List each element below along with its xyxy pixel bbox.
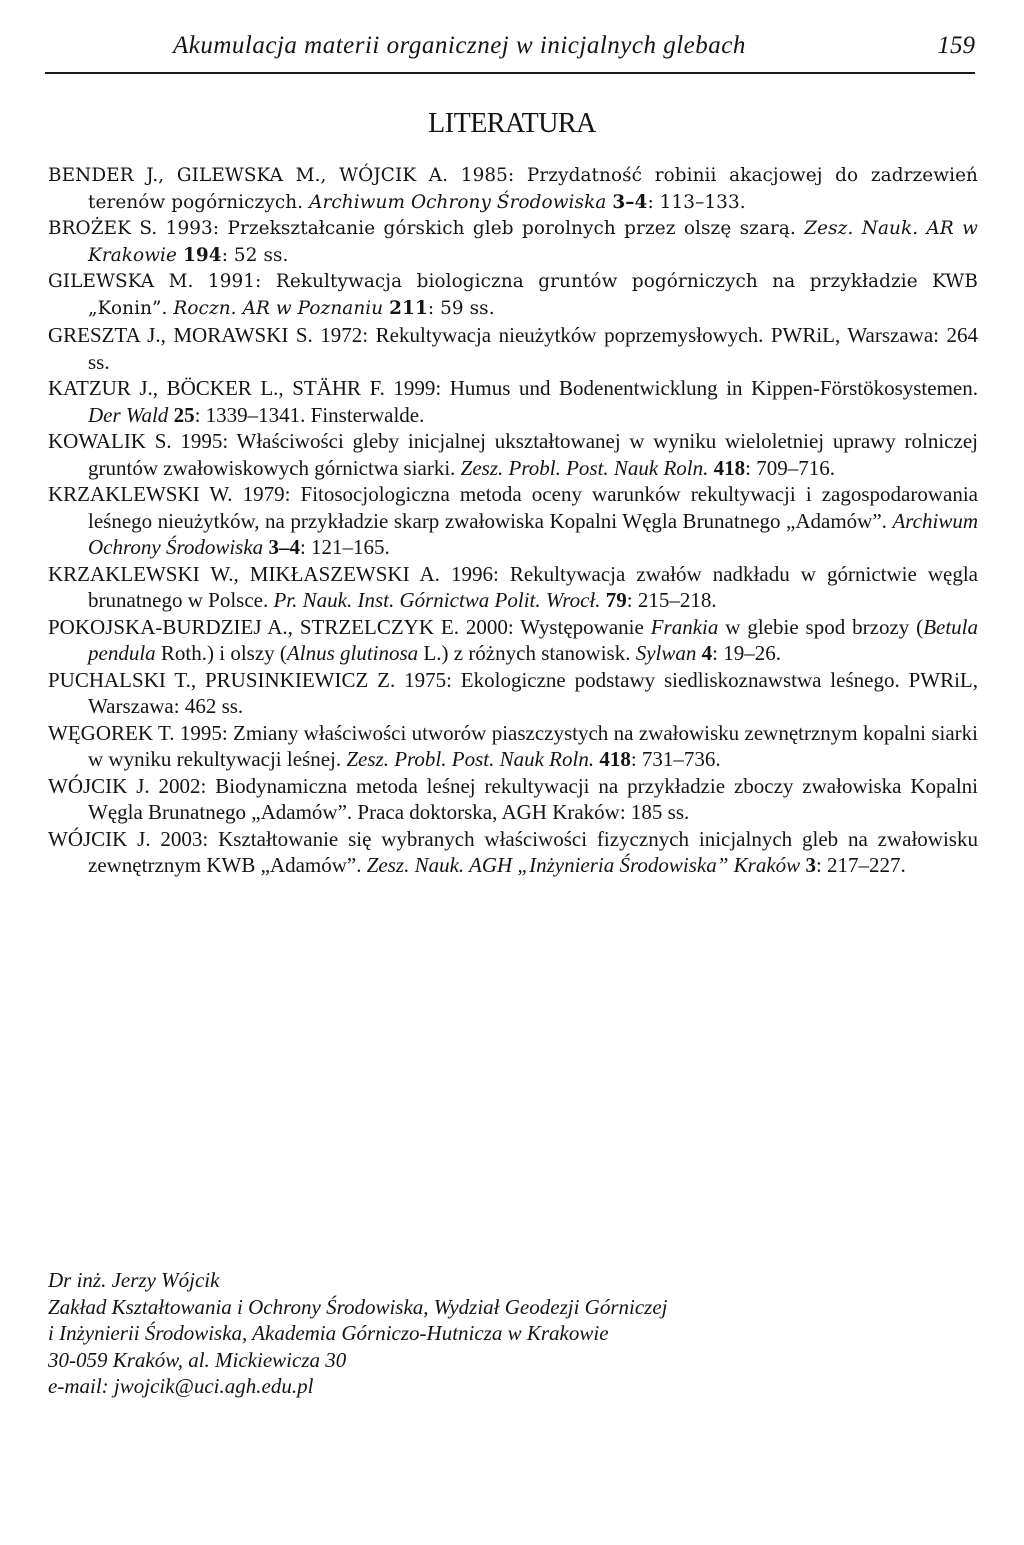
reference-item: WÓJCIK J. 2002: Biodynamiczna metoda leśnej rekultywacji na przykładzie zboczy zwałowiska Kopalni Węgla Brunatnego „Adamów”. Praca doktorska, AGH Kraków: 185 ss. — [48, 773, 978, 824]
reference-item: GRESZTA J., MORAWSKI S. 1972: Rekultywacja nieużytków poprzemysłowych. PWRiL, Warszawa: 264 ss. — [48, 323, 978, 374]
page-number: 159 — [937, 32, 975, 59]
reference-item: KRZAKLEWSKI W. 1979: Fitosocjologiczna metoda oceny warunków rekultywacji i zagospodarowania leśnego nieużytków, na przykładzie skarp zwałowiska Kopalni Węgla Brunatnego „Adamów”. Archiwum Ochrony Środowiska 3–4: 121–165. — [48, 482, 979, 559]
reference-item: WÓJCIK J. 2003: Kształtowanie się wybranych właściwości fizycznych inicjalnych gleb na zwałowisku zewnętrznym KWB „Adamów”. Zesz. Nauk. AGH „Inżynieria Środowiska” Kraków 3: 217–227. — [48, 826, 978, 877]
author-signature-block — [48, 1267, 978, 1400]
reference-item: PUCHALSKI T., PRUSINKIEWICZ Z. 1975: Ekologiczne podstawy siedliskoznawstwa leśnego. PWRiL, Warszawa: 462 ss. — [48, 667, 978, 718]
author-address: 30-059 Kraków, al. Mickiewicza 30 — [48, 1347, 347, 1372]
reference-item: POKOJSKA-BURDZIEJ A., STRZELCZYK E. 2000: Występowanie Frankia w glebie spod brzozy (Betula pendula Roth.) i olszy (Alnus glutinosa L.) z różnych stanowisk. Sylwan 4: 19–26. — [48, 614, 979, 665]
reference-item: KRZAKLEWSKI W., MIKŁASZEWSKI A. 1996: Rekultywacja zwałów nadkładu w górnictwie węgla brunatnego w Polsce. Pr. Nauk. Inst. Górnictwa Polit. Wrocł. 79: 215–218. — [48, 561, 978, 612]
reference-item: KOWALIK S. 1995: Właściwości gleby inicjalnej ukształtowanej w wyniku wieloletniej uprawy rolniczej gruntów zwałowiskowych górnictwa siarki. Zesz. Probl. Post. Nauk Roln. 418: 709–716. — [48, 429, 978, 480]
author-email: e-mail: jwojcik@uci.agh.edu.pl — [48, 1374, 314, 1398]
running-title: Akumulacja materii organicznej w inicjalnych glebach — [173, 32, 746, 59]
reference-item: KATZUR J., BÖCKER L., STÄHR F. 1999: Humus und Bodenentwicklung in Kippen-Förstökosystemen. Der Wald 25: 1339–1341. Finsterwalde. — [48, 376, 978, 427]
author-affiliation-line: Zakład Kształtowania i Ochrony Środowiska, Wydział Geodezji Górniczej — [48, 1294, 668, 1319]
running-header — [45, 28, 975, 74]
reference-list — [48, 163, 978, 879]
reference-item: BROŻEK S. 1993: Przekształcanie górskich gleb porolnych przez olszę szarą. Zesz. Nauk. AR w Krakowie 194: 52 ss. — [48, 218, 978, 266]
reference-item: GILEWSKA M. 1991: Rekultywacja biologiczna gruntów pogórniczych na przykładzie KWB „Konin”. Roczn. AR w Poznaniu 211: 59 ss. — [48, 271, 978, 319]
author-name: Dr inż. Jerzy Wójcik — [48, 1268, 220, 1292]
section-title: LITERATURA — [428, 108, 596, 139]
reference-item: WĘGOREK T. 1995: Zmiany właściwości utworów piaszczystych na zwałowisku zewnętrznym kopalni siarki w wyniku rekultywacji leśnej. Zesz. Probl. Post. Nauk Roln. 418: 731–736. — [48, 720, 978, 771]
reference-item: BENDER J., GILEWSKA M., WÓJCIK A. 1985: Przydatność robinii akacjowej do zadrzewień terenów pogórniczych. Archiwum Ochrony Środowiska 3–4: 113–133. — [48, 165, 978, 213]
author-affiliation-line: i Inżynierii Środowiska, Akademia Górniczo-Hutnicza w Krakowie — [48, 1321, 609, 1345]
